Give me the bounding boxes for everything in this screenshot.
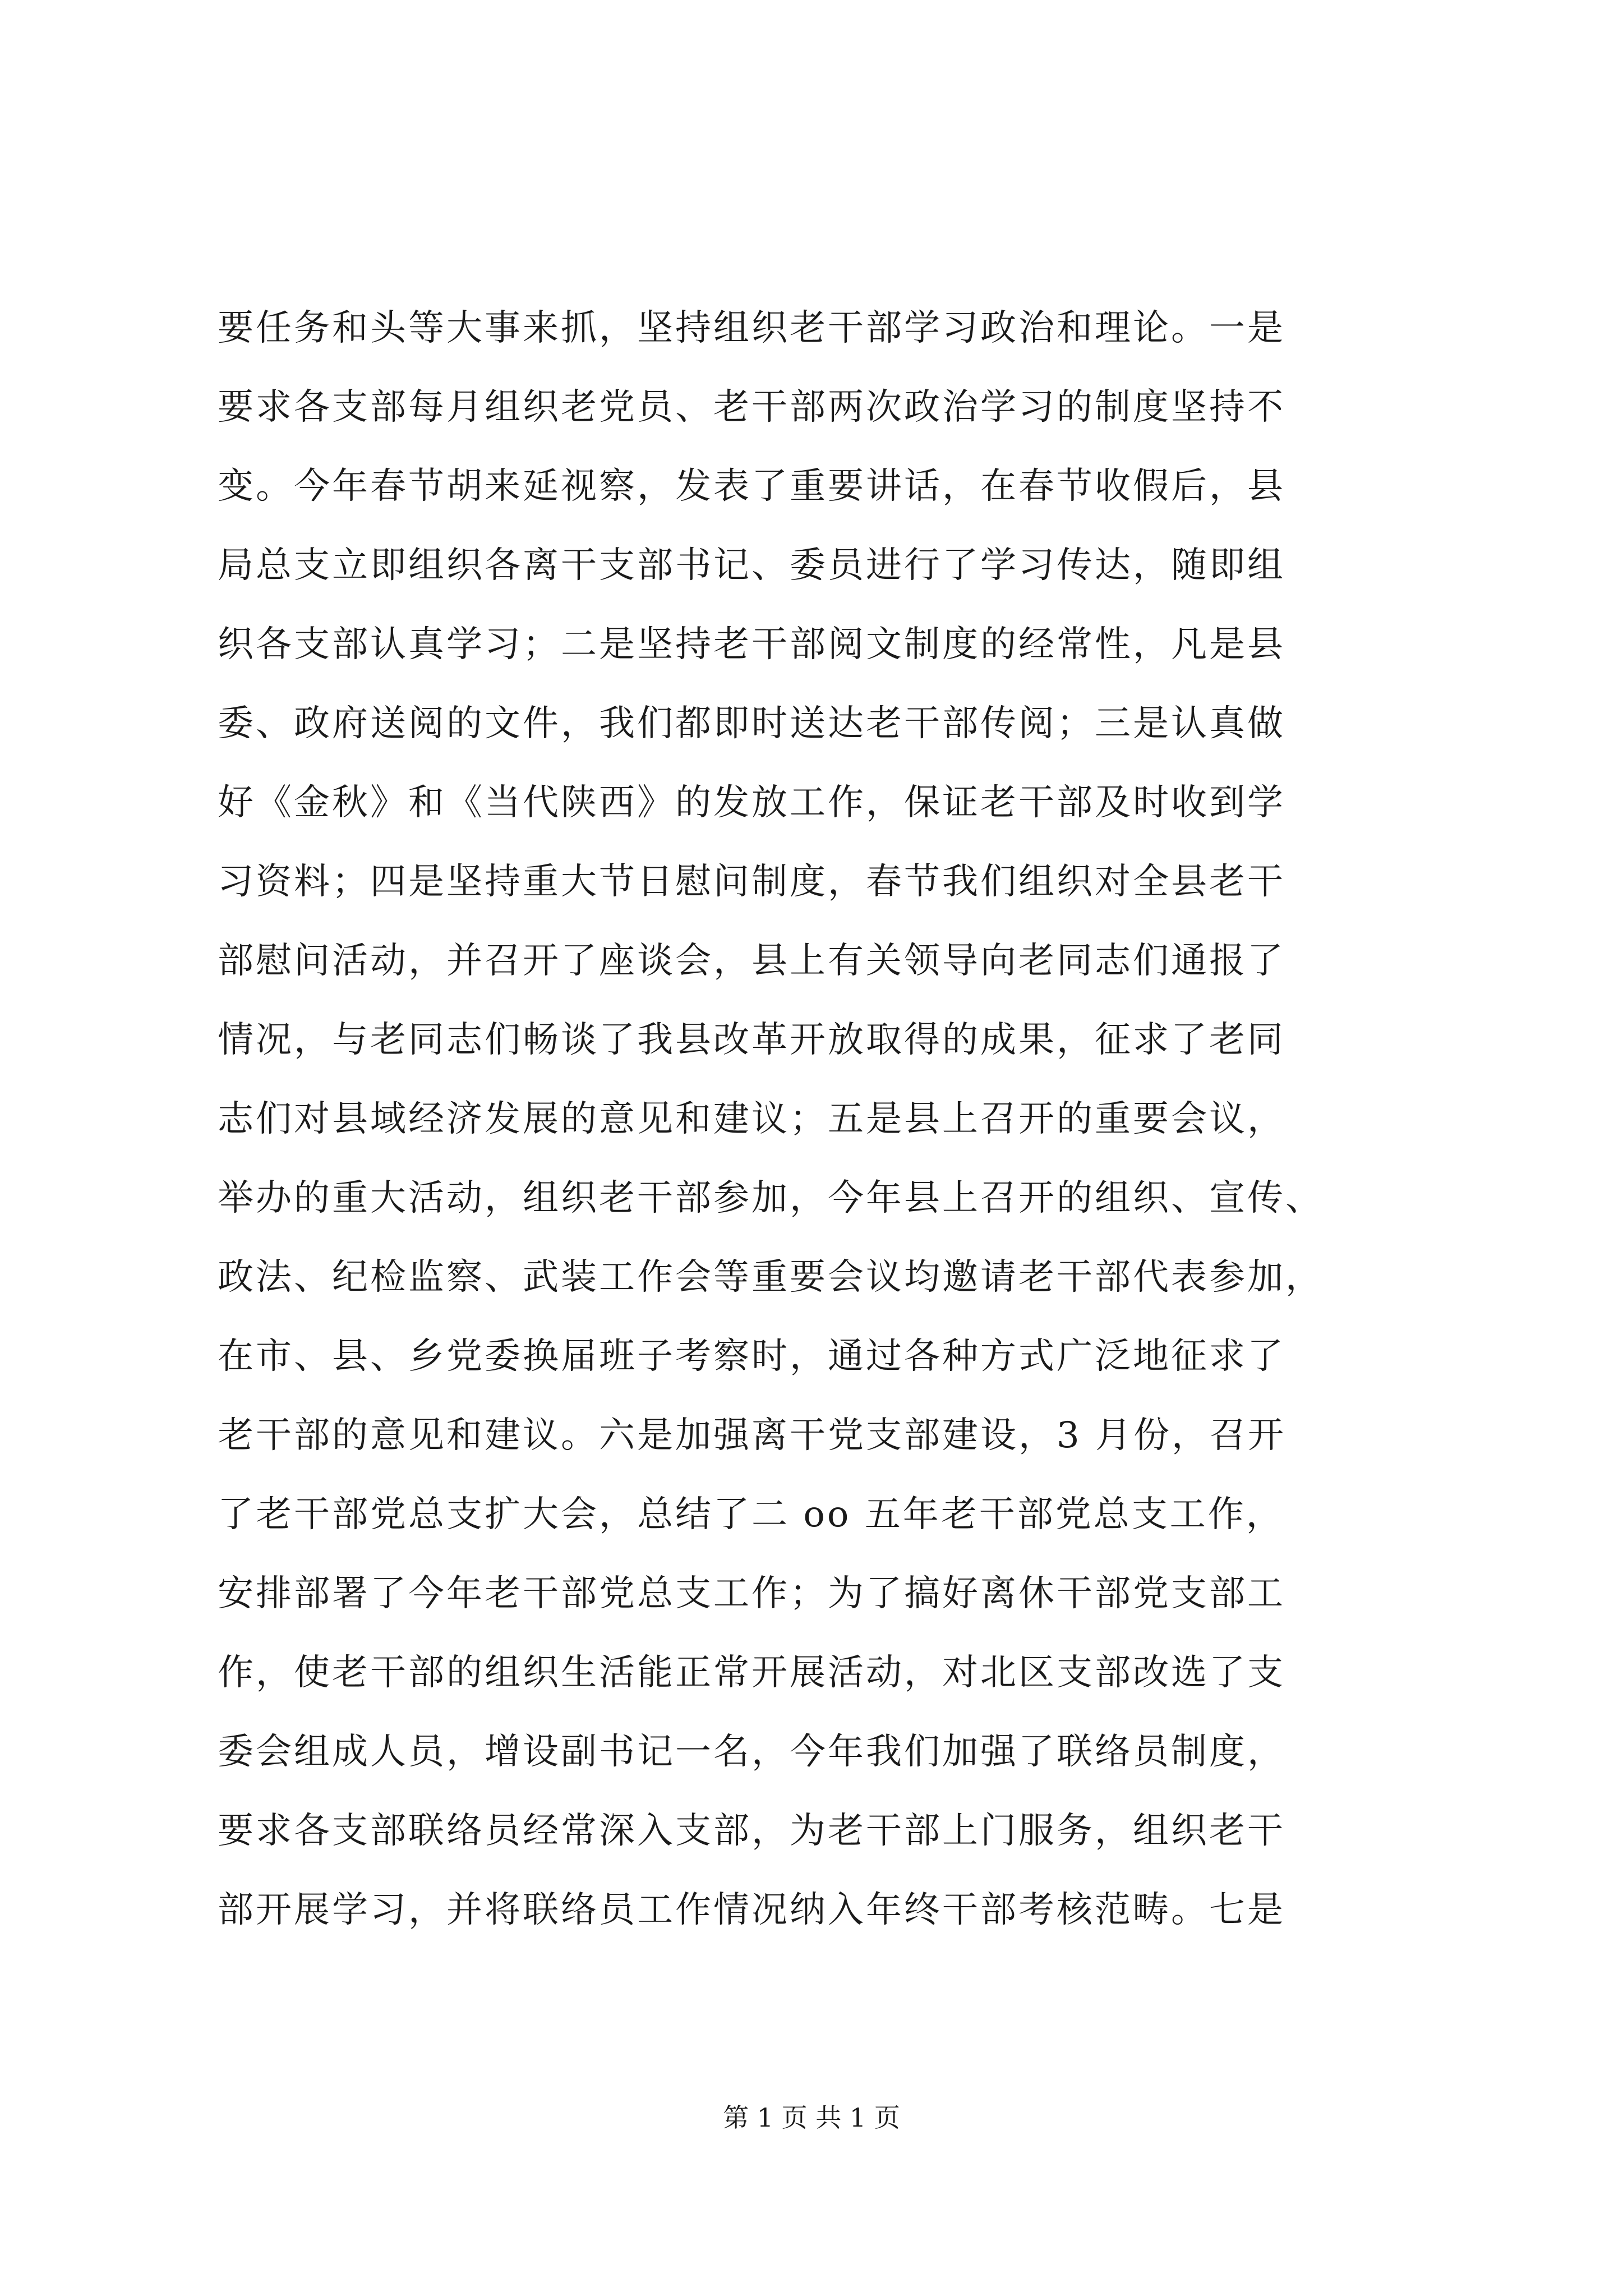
text-line: 委、政府送阅的文件，我们都即时送达老干部传阅；三是认真做	[218, 703, 1285, 744]
text-line: 老干部的意见和建议。六是加强离干党支部建设，3 月份，召开	[218, 1415, 1287, 1456]
text-line: 部开展学习，并将联络员工作情况纳入年终干部考核范畴。七是	[218, 1889, 1285, 1931]
text-line: 举办的重大活动，组织老干部参加，今年县上召开的组织、宣传、	[218, 1177, 1324, 1219]
text-line: 习资料；四是坚持重大节日慰问制度，春节我们组织对全县老干	[218, 861, 1285, 903]
text-line: 委会组成人员，增设副书记一名，今年我们加强了联络员制度，	[218, 1731, 1285, 1773]
text-line: 安排部署了今年老干部党总支工作；为了搞好离休干部党支部工	[218, 1573, 1285, 1614]
text-line: 政法、纪检监察、武装工作会等重要会议均邀请老干部代表参加，	[218, 1257, 1324, 1298]
text-line: 作，使老干部的组织生活能正常开展活动，对北区支部改选了支	[218, 1652, 1285, 1694]
text-line: 局总支立即组织各离干支部书记、委员进行了学习传达，随即组	[218, 545, 1285, 586]
text-line: 要任务和头等大事来抓，坚持组织老干部学习政治和理论。一是	[218, 307, 1285, 349]
text-line: 变。今年春节胡来延视察，发表了重要讲话，在春节收假后，县	[218, 466, 1285, 507]
text-line: 在市、县、乡党委换届班子考察时，通过各种方式广泛地征求了	[218, 1336, 1285, 1377]
text-line: 织各支部认真学习；二是坚持老干部阅文制度的经常性，凡是县	[218, 624, 1285, 665]
text-line: 志们对县域经济发展的意见和建议；五是县上召开的重要会议，	[218, 1098, 1285, 1140]
text-line: 要求各支部联络员经常深入支部，为老干部上门服务，组织老干	[218, 1810, 1285, 1852]
text-line: 了老干部党总支扩大会，总结了二 oo 五年老干部党总支工作，	[218, 1494, 1284, 1535]
text-line: 要求各支部每月组织老党员、老干部两次政治学习的制度坚持不	[218, 386, 1285, 428]
text-line: 部慰问活动，并召开了座谈会，县上有关领导向老同志们通报了	[218, 940, 1285, 982]
text-line: 好《金秋》和《当代陕西》的发放工作，保证老干部及时收到学	[218, 782, 1285, 823]
page-number-footer: 第 1 页 共 1 页	[723, 2102, 900, 2133]
text-line: 情况，与老同志们畅谈了我县改革开放取得的成果，征求了老同	[218, 1019, 1285, 1061]
